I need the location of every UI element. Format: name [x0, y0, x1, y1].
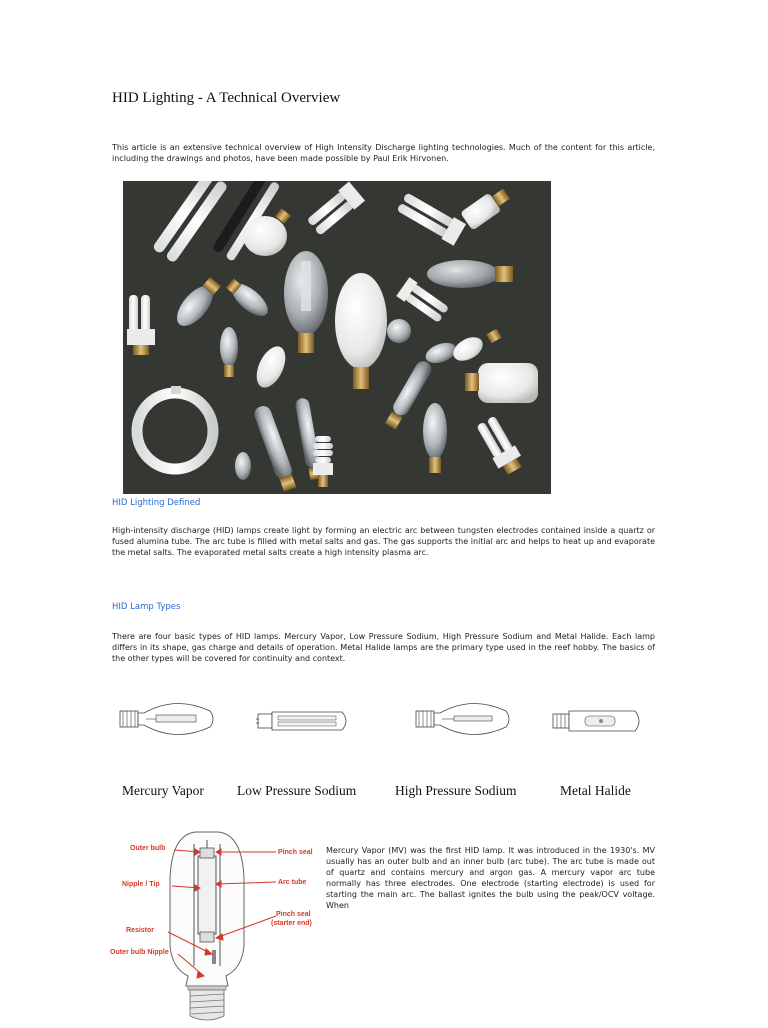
label-pinch-seal: Pinch seal	[278, 849, 313, 856]
page-title: HID Lighting - A Technical Overview	[112, 90, 341, 106]
section-heading-hid-lighting-defined: HID Lighting Defined	[112, 498, 201, 508]
lamp-assortment-illustration	[123, 181, 551, 494]
lamp-label-metal-halide: Metal Halide	[560, 783, 631, 798]
label-resistor: Resistor	[126, 927, 155, 934]
lamp-label-high-pressure-sodium: High Pressure Sodium	[395, 783, 517, 798]
hid-lamp-types-paragraph: There are four basic types of HID lamps. Mercury Vapor, Low Pressure Sodium, High Pressure Sodium and Metal Halide. Each lamp differs in its shape, gas charge and details of operation. Metal Halide lamps are the primary type used in the reef hobby. The basics of the other types will be covered for continuity and context.	[112, 632, 655, 663]
metal-halide-lamp-drawing	[551, 705, 647, 737]
section-heading-hid-lamp-types: HID Lamp Types	[112, 602, 181, 612]
intro-paragraph: This article is an extensive technical overview of High Intensity Discharge lighting technologies. Much of the content for this article, including the drawings and photos, have been made possible by Paul Erik Hirvonen.	[112, 143, 655, 163]
mercury-vapor-diagram	[108, 826, 323, 1024]
lamp-label-mercury-vapor: Mercury Vapor	[122, 783, 204, 798]
high-pressure-sodium-lamp-drawing	[414, 697, 514, 741]
label-arc-tube: Arc tube	[278, 879, 307, 886]
lamp-assortment-photo	[123, 181, 551, 494]
hid-lighting-defined-paragraph: High-intensity discharge (HID) lamps create light by forming an electric arc between tungsten electrodes contained inside a quartz or fused alumina tube. The arc tube is filled with metal salts and gas. The gas supports the initial arc and helps to heat up and evaporate the metal salts. The evaporated metal salts create a high intensity plasma arc.	[112, 526, 655, 557]
mercury-vapor-lamp-drawing	[118, 697, 218, 741]
label-outer-bulb: Outer bulb	[130, 845, 166, 852]
label-starter-end: (starter end)	[271, 920, 312, 927]
mercury-vapor-paragraph: Mercury Vapor (MV) was the first HID lamp. It was introduced in the 1930's. MV usually has an outer bulb and an inner bulb (arc tube). The arc tube is made out of quartz and contains mercury and argon gas. A mercury vapor arc tube normally has three electrodes. One electrode (starting electrode) is used for starting the main arc. The ballast ignites the bulb using the peak/OCV voltage. When	[326, 846, 655, 910]
label-nipple-tip: Nipple / Tip	[122, 881, 160, 888]
lamp-label-low-pressure-sodium: Low Pressure Sodium	[237, 783, 357, 798]
low-pressure-sodium-lamp-drawing	[256, 705, 352, 737]
label-pinch-seal-starter: Pinch seal	[276, 911, 311, 918]
label-outer-bulb-nipple: Outer bulb Nipple	[110, 949, 169, 956]
